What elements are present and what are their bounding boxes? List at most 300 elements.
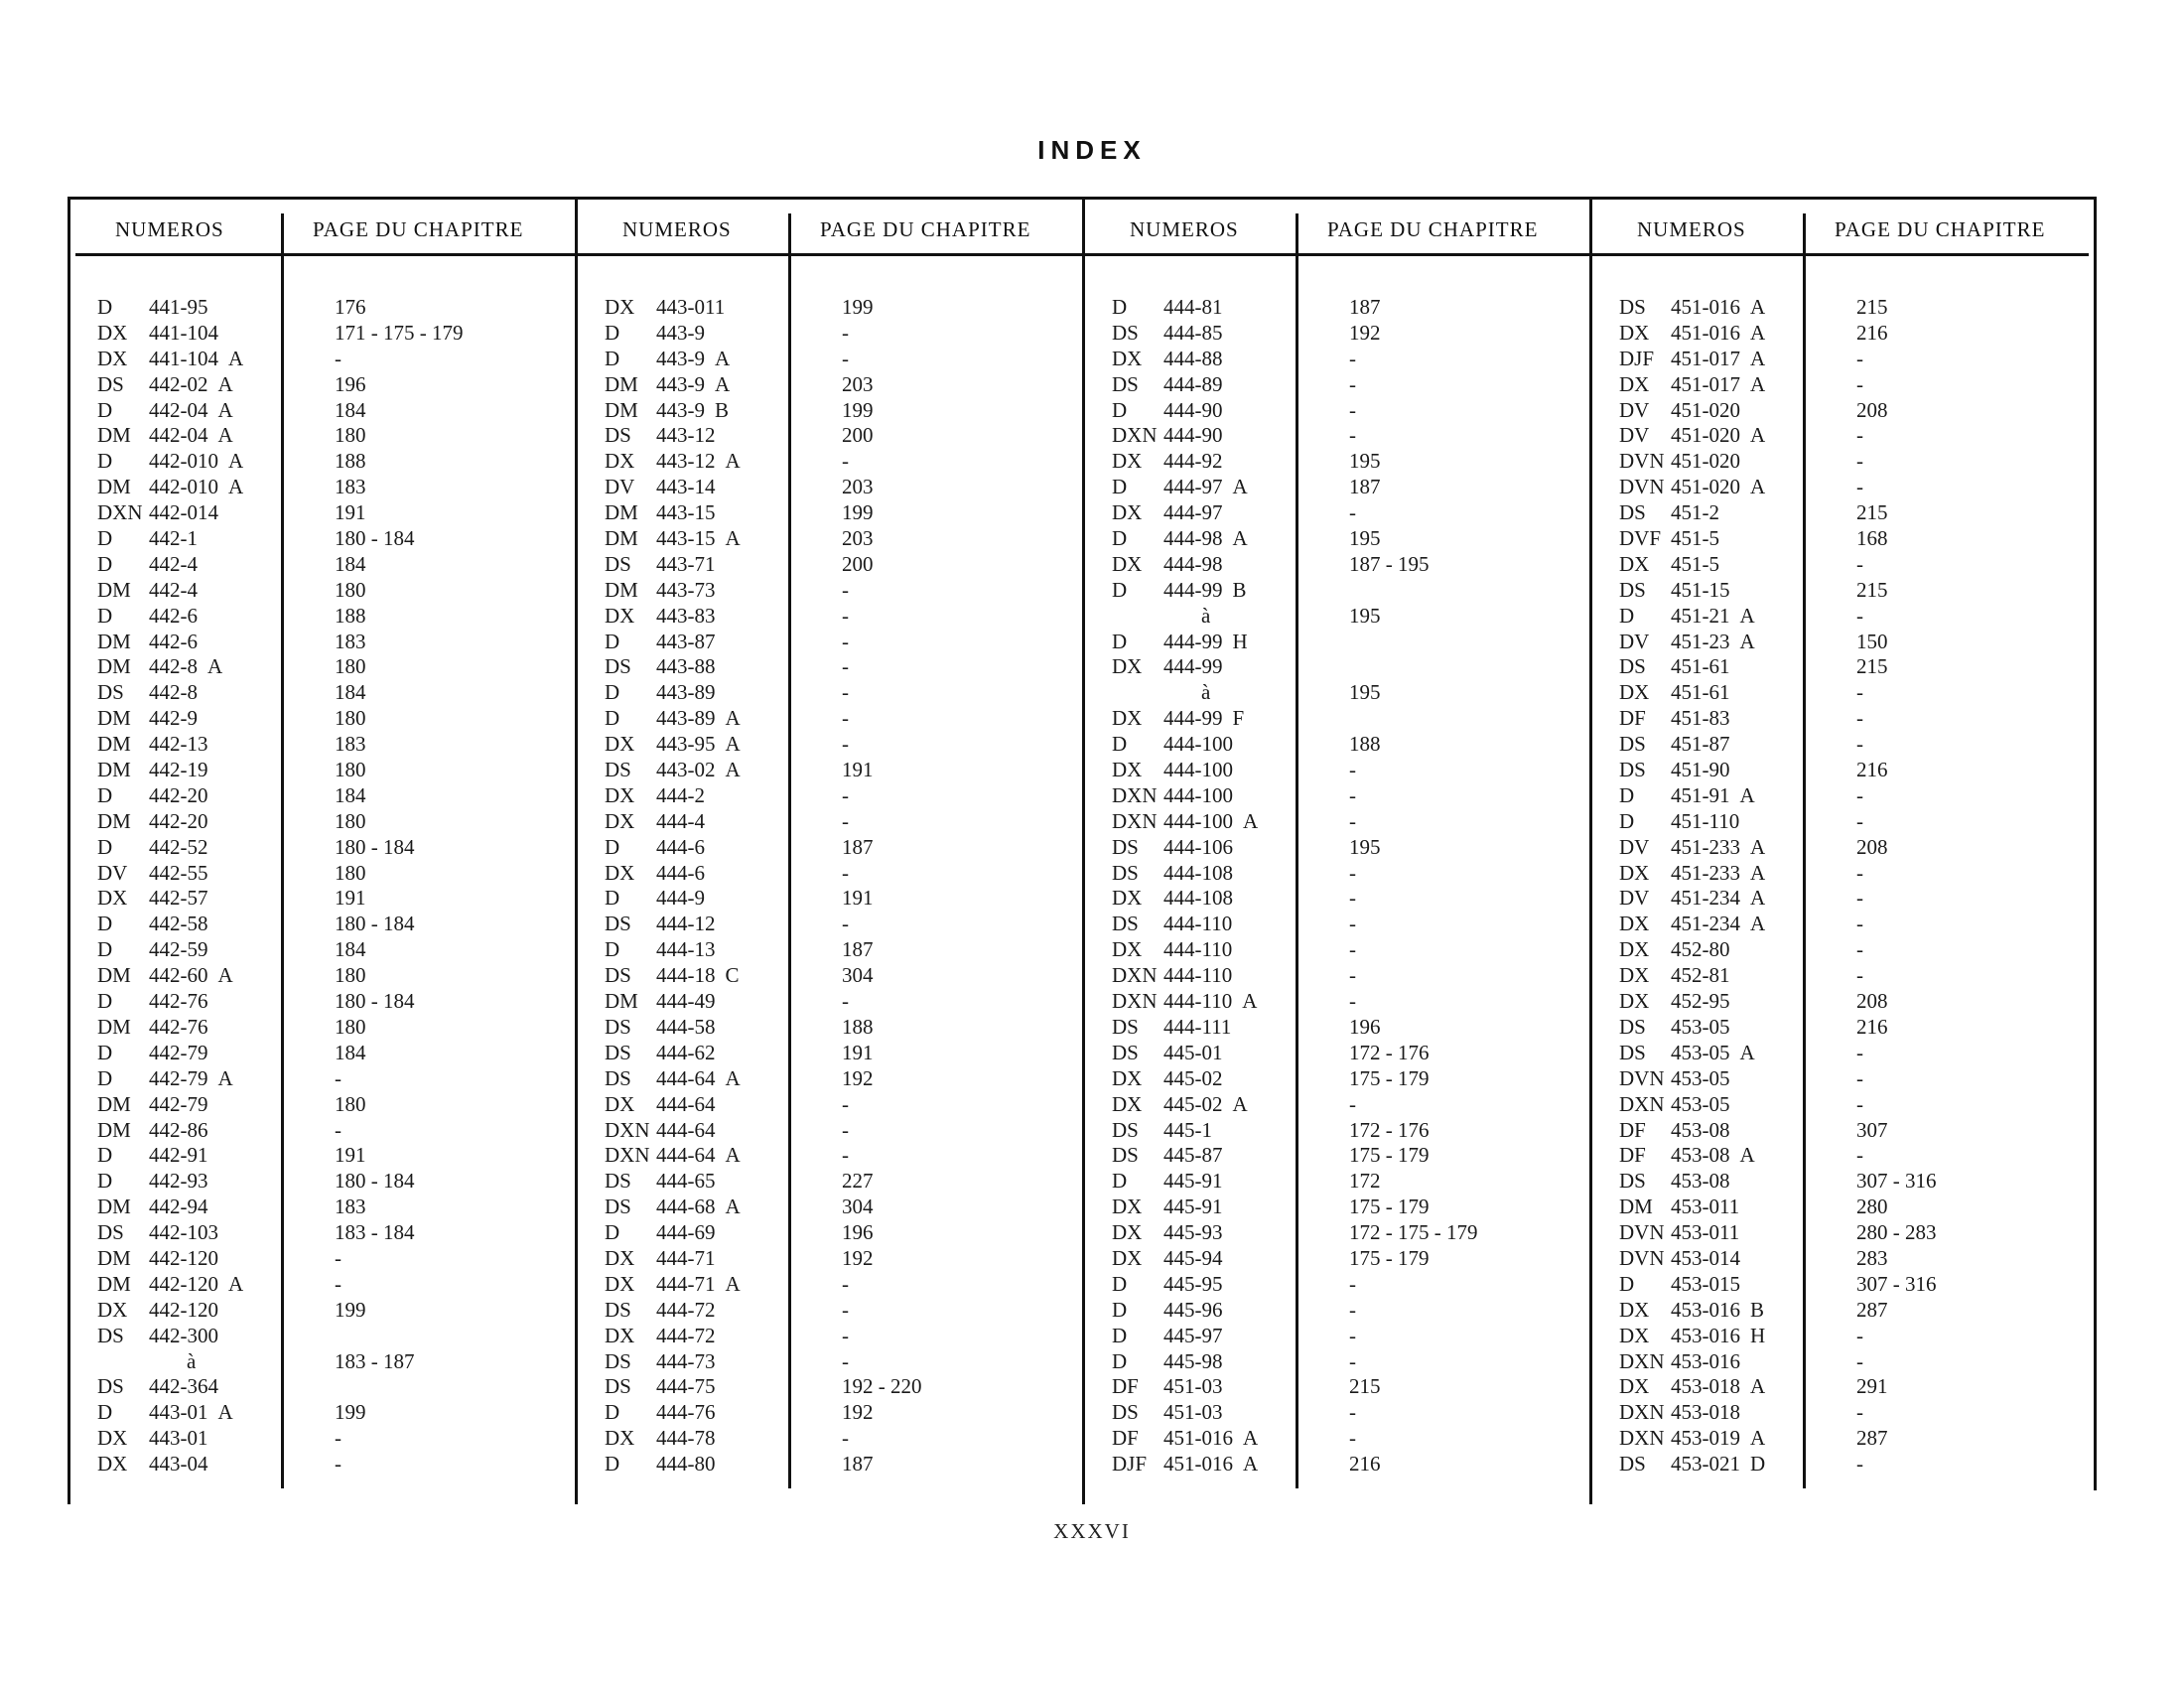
entry-number: 442-4 — [149, 551, 198, 576]
entry-page: 203 — [842, 371, 874, 396]
entry-number: 453-011 — [1671, 1220, 1740, 1245]
entry-prefix: DX — [97, 1452, 128, 1477]
index-entry — [605, 654, 741, 680]
entry-number: 442-364 — [149, 1374, 218, 1399]
entry-number: 444-49 — [656, 989, 716, 1014]
entry-prefix: DX — [1619, 912, 1650, 936]
entry-page: 187 — [1349, 475, 1381, 499]
entry-page: - — [335, 1271, 341, 1296]
entry-number: 453-05 — [1671, 1065, 1730, 1090]
entry-prefix: DX — [1112, 758, 1143, 782]
index-entry — [97, 475, 243, 500]
entry-number: 443-73 — [656, 577, 716, 602]
entry-page: 307 — [1856, 1117, 1888, 1142]
entry-number: 444-72 — [656, 1297, 716, 1322]
index-entry — [1619, 758, 1765, 783]
entry-number: 444-71 — [656, 1271, 716, 1296]
entry-page: 184 — [335, 1040, 366, 1064]
entry-prefix: DS — [605, 1040, 631, 1064]
entry-prefix: D — [97, 449, 113, 474]
entry-number: 442-8 — [149, 680, 198, 705]
index-entry — [1112, 1041, 1258, 1066]
index-entry — [1112, 321, 1258, 347]
entry-number: 444-58 — [656, 1014, 716, 1039]
entry-prefix: D — [1619, 1271, 1635, 1296]
index-entry — [1619, 680, 1765, 706]
entry-prefix: DM — [97, 1245, 131, 1270]
entry-number: 444-4 — [656, 808, 705, 833]
entry-prefix: DX — [605, 1426, 635, 1451]
index-entry — [605, 809, 741, 835]
entry-page — [1349, 578, 1478, 604]
group-border — [1082, 200, 1085, 1504]
entry-suffix: A — [1750, 295, 1766, 319]
entry-page: - — [1856, 680, 1863, 705]
entry-number: 442-4 — [149, 577, 198, 602]
entry-number: 451-016 — [1163, 1452, 1233, 1477]
entry-page: - — [1349, 937, 1356, 962]
entry-page: 304 — [842, 963, 874, 988]
index-entry — [1619, 1349, 1765, 1375]
entry-page: 195 — [1349, 449, 1381, 474]
index-entry — [1112, 552, 1258, 578]
index-entry — [605, 680, 741, 706]
entry-page: - — [842, 1271, 849, 1296]
index-entry — [1619, 1220, 1765, 1246]
entry-number: 451-03 — [1163, 1400, 1223, 1425]
index-entry — [605, 398, 741, 424]
index-entry — [605, 937, 741, 963]
index-entry — [97, 783, 243, 809]
entry-number: 444-62 — [656, 1040, 716, 1064]
index-entry — [1112, 398, 1258, 424]
entry-page: - — [1856, 423, 1863, 448]
entry-number: 443-9 — [656, 320, 705, 345]
index-entry — [97, 449, 243, 475]
entry-number: 442-60 — [149, 963, 208, 988]
index-entry — [1619, 886, 1765, 912]
entry-prefix: DX — [1619, 1374, 1650, 1399]
entry-page: - — [1856, 1040, 1863, 1064]
entry-number: 444-80 — [656, 1452, 716, 1477]
entry-prefix: DXN — [1619, 1400, 1665, 1425]
index-entry — [605, 1066, 741, 1092]
entry-page: 196 — [335, 371, 366, 396]
entry-page: 180 - 184 — [335, 526, 415, 551]
entry-prefix: DS — [605, 551, 631, 576]
entry-page: 203 — [842, 526, 874, 551]
entry-number: 453-018 — [1671, 1374, 1740, 1399]
entry-page: 187 — [842, 937, 874, 962]
entry-page: 215 — [1349, 1374, 1381, 1399]
index-entry — [1619, 1272, 1765, 1298]
page-column — [1856, 295, 1937, 1477]
entry-page: 215 — [1856, 295, 1888, 319]
index-entry — [1112, 809, 1258, 835]
index-entry — [1112, 526, 1258, 552]
entry-number: 444-100 — [1163, 732, 1233, 757]
entry-suffix: A — [1750, 475, 1766, 499]
entry-page: 168 — [1856, 526, 1888, 551]
index-entry — [97, 1298, 243, 1324]
entry-prefix: DS — [97, 680, 124, 705]
entry-prefix: DS — [605, 1195, 631, 1219]
index-entry — [97, 604, 243, 630]
entry-number: 442-79 — [149, 1065, 208, 1090]
entry-prefix: D — [605, 320, 620, 345]
entry-number: 444-92 — [1163, 449, 1223, 474]
index-entry — [605, 1118, 741, 1144]
entry-page: 180 — [335, 808, 366, 833]
entry-prefix: DXN — [1112, 963, 1158, 988]
index-entry — [1112, 1400, 1258, 1426]
entry-suffix: B — [1750, 1297, 1765, 1322]
entry-page: 203 — [842, 475, 874, 499]
entry-page: 175 - 179 — [1349, 1143, 1430, 1168]
entry-number: 443-15 — [656, 500, 716, 525]
entry-number: 451-21 — [1671, 603, 1730, 628]
entry-number: 451-234 — [1671, 886, 1740, 911]
entry-suffix: A — [725, 732, 741, 757]
entry-page: - — [335, 346, 341, 370]
entry-page — [1349, 706, 1478, 732]
entry-prefix: DXN — [97, 500, 143, 525]
index-entry — [1619, 1400, 1765, 1426]
entry-page: 307 - 316 — [1856, 1169, 1937, 1194]
entry-page: 195 — [1349, 834, 1381, 859]
index-entry — [605, 1426, 741, 1452]
entry-prefix: DX — [605, 860, 635, 885]
entry-prefix: DS — [1112, 1014, 1139, 1039]
entry-page — [335, 1374, 464, 1400]
entry-prefix: D — [97, 1065, 113, 1090]
entry-number: 442-59 — [149, 937, 208, 962]
entry-prefix: DS — [1112, 1117, 1139, 1142]
entry-number: 444-13 — [656, 937, 716, 962]
index-entry — [1112, 680, 1258, 706]
index-entry — [605, 861, 741, 887]
entry-prefix: DM — [97, 577, 131, 602]
entry-prefix: DX — [605, 782, 635, 807]
index-entry — [605, 1015, 741, 1041]
index-entry — [1112, 732, 1258, 758]
index-entry — [1619, 552, 1765, 578]
index-entry — [605, 321, 741, 347]
entry-prefix: DX — [1112, 346, 1143, 370]
index-entry — [1112, 654, 1258, 680]
entry-number: 442-120 — [149, 1245, 218, 1270]
entry-suffix: A — [1243, 1452, 1259, 1477]
entry-suffix: A — [217, 423, 233, 448]
entry-prefix: DVN — [1619, 449, 1665, 474]
entry-prefix: D — [1112, 526, 1128, 551]
entry-prefix: DX — [97, 320, 128, 345]
entry-number: 451-020 — [1671, 449, 1740, 474]
header-numeros: NUMEROS — [1130, 217, 1239, 241]
entry-number: 451-91 — [1671, 782, 1730, 807]
entry-number: 444-75 — [656, 1374, 716, 1399]
entry-number: 442-55 — [149, 860, 208, 885]
entry-page: 287 — [1856, 1426, 1888, 1451]
index-entry — [1619, 1298, 1765, 1324]
entry-page: 199 — [842, 500, 874, 525]
entry-number: 443-12 — [656, 423, 716, 448]
header-page-du-chapitre: PAGE DU CHAPITRE — [313, 217, 524, 241]
entry-prefix: DS — [97, 371, 124, 396]
entry-page: - — [1856, 1348, 1863, 1373]
entry-prefix: D — [1112, 732, 1128, 757]
entry-prefix: DVN — [1619, 1245, 1665, 1270]
entry-page: - — [335, 1452, 341, 1477]
entry-prefix: DX — [605, 1091, 635, 1116]
entry-number: 444-72 — [656, 1323, 716, 1347]
entry-prefix: DS — [1112, 1400, 1139, 1425]
index-entry — [605, 552, 741, 578]
entry-prefix: D — [1619, 808, 1635, 833]
entry-prefix: DX — [97, 1297, 128, 1322]
header-numeros: NUMEROS — [115, 217, 224, 241]
index-entry — [605, 1324, 741, 1349]
index-entry — [605, 1400, 741, 1426]
entry-page: - — [1349, 1400, 1356, 1425]
entry-prefix: DV — [1619, 629, 1650, 653]
entry-number: 444-89 — [1163, 371, 1223, 396]
entry-prefix: DJF — [1619, 346, 1655, 370]
entry-number: 451-61 — [1671, 654, 1730, 679]
entry-page: 175 - 179 — [1349, 1245, 1430, 1270]
entry-number: 453-021 — [1671, 1452, 1740, 1477]
entry-number: 451-83 — [1671, 706, 1730, 731]
entry-prefix: DXN — [1619, 1426, 1665, 1451]
entry-page: - — [1856, 937, 1863, 962]
entry-suffix: A — [228, 475, 244, 499]
entry-prefix: DX — [605, 449, 635, 474]
entry-prefix: D — [605, 680, 620, 705]
entry-page: 291 — [1856, 1374, 1888, 1399]
entry-number: 451-15 — [1671, 577, 1730, 602]
entry-prefix: D — [97, 397, 113, 422]
entry-page: - — [1349, 1426, 1356, 1451]
index-entry — [97, 578, 243, 604]
entry-page: - — [1349, 782, 1356, 807]
index-entry — [1619, 1041, 1765, 1066]
entry-number: 453-05 — [1671, 1014, 1730, 1039]
entry-page: - — [842, 449, 849, 474]
entry-prefix: DX — [605, 1271, 635, 1296]
entry-suffix: A — [1243, 808, 1259, 833]
entry-prefix: DV — [1619, 397, 1650, 422]
entry-number: 445-97 — [1163, 1323, 1223, 1347]
entry-prefix: D — [605, 937, 620, 962]
index-entry — [1619, 449, 1765, 475]
header-page-du-chapitre: PAGE DU CHAPITRE — [1835, 217, 2046, 241]
entry-page: 208 — [1856, 989, 1888, 1014]
entry-prefix: D — [605, 629, 620, 653]
entry-number: 444-12 — [656, 912, 716, 936]
entry-page: 196 — [842, 1220, 874, 1245]
index-entry — [97, 552, 243, 578]
entry-page: - — [842, 577, 849, 602]
entry-page: - — [1349, 1091, 1356, 1116]
entry-number: 444-108 — [1163, 860, 1233, 885]
entry-prefix: DX — [97, 346, 128, 370]
entry-number: 451-2 — [1671, 500, 1719, 525]
entry-page: 172 - 175 - 179 — [1349, 1220, 1478, 1245]
index-entry — [1619, 654, 1765, 680]
entry-page: 215 — [1856, 500, 1888, 525]
entry-page: - — [1349, 963, 1356, 988]
entry-prefix: D — [1619, 782, 1635, 807]
index-entry — [1112, 630, 1258, 655]
entry-page: - — [1856, 782, 1863, 807]
index-entry — [97, 398, 243, 424]
entry-prefix: D — [605, 706, 620, 731]
entry-prefix: D — [1112, 1323, 1128, 1347]
index-entry — [1619, 526, 1765, 552]
entry-number: 443-011 — [656, 295, 726, 319]
entry-page: - — [1349, 397, 1356, 422]
entry-page: 199 — [335, 1297, 366, 1322]
entry-page: 200 — [842, 551, 874, 576]
page-column — [842, 295, 922, 1477]
entry-prefix: DX — [1112, 706, 1143, 731]
entry-page: - — [1349, 860, 1356, 885]
entry-prefix: DS — [1619, 758, 1646, 782]
index-entry — [1112, 578, 1258, 604]
index-entry — [1619, 809, 1765, 835]
entry-page: - — [842, 1091, 849, 1116]
entry-number: 444-85 — [1163, 320, 1223, 345]
entry-prefix: D — [97, 526, 113, 551]
entry-page: 180 — [335, 706, 366, 731]
entry-page: 188 — [842, 1014, 874, 1039]
entry-number: 451-110 — [1671, 808, 1740, 833]
entry-number: 442-76 — [149, 989, 208, 1014]
entry-page: 180 — [335, 654, 366, 679]
entry-suffix: A — [725, 1195, 741, 1219]
index-entry — [1619, 1143, 1765, 1169]
index-entry — [97, 861, 243, 887]
entry-prefix: DS — [1619, 654, 1646, 679]
entry-prefix: D — [1112, 295, 1128, 319]
entry-number: 444-64 — [656, 1065, 716, 1090]
entry-number: 442-6 — [149, 603, 198, 628]
index-entry — [97, 680, 243, 706]
entry-suffix: A — [228, 1271, 244, 1296]
entry-suffix: A — [1750, 320, 1766, 345]
entry-page: 307 - 316 — [1856, 1271, 1937, 1296]
entry-page: 216 — [1856, 1014, 1888, 1039]
entry-prefix: DX — [1112, 449, 1143, 474]
entry-page: - — [1856, 346, 1863, 370]
entry-prefix: DX — [605, 808, 635, 833]
entry-page: - — [1856, 706, 1863, 731]
entry-number: 442-94 — [149, 1195, 208, 1219]
entry-page: - — [335, 1245, 341, 1270]
entry-page: 215 — [1856, 577, 1888, 602]
entry-suffix: A — [725, 1065, 741, 1090]
column-divider — [788, 213, 791, 1488]
entry-page: - — [842, 912, 849, 936]
entry-page: 283 — [1856, 1245, 1888, 1270]
entry-page: - — [1856, 551, 1863, 576]
entry-prefix: DX — [1619, 551, 1650, 576]
entry-prefix: DS — [1619, 1014, 1646, 1039]
index-entry — [1112, 423, 1258, 449]
header-numeros: NUMEROS — [622, 217, 732, 241]
group-border — [575, 200, 578, 1504]
index-entry — [1619, 989, 1765, 1015]
entry-number: 444-99 — [1163, 706, 1223, 731]
index-entry — [605, 835, 741, 861]
entry-number: 442-6 — [149, 629, 198, 653]
entry-prefix: D — [1112, 577, 1128, 602]
entry-number: 444-97 — [1163, 500, 1223, 525]
index-entry — [1619, 1324, 1765, 1349]
entry-number: 451-016 — [1163, 1426, 1233, 1451]
entry-suffix: F — [1232, 706, 1245, 731]
entry-prefix: D — [605, 346, 620, 370]
entry-suffix: A — [1739, 1143, 1755, 1168]
index-entry — [97, 1195, 243, 1220]
entry-page: - — [335, 1426, 341, 1451]
entry-suffix: A — [1232, 475, 1248, 499]
entry-prefix: DS — [1112, 860, 1139, 885]
index-entry — [1619, 475, 1765, 500]
entry-number: 442-86 — [149, 1117, 208, 1142]
entry-number: 442-120 — [149, 1297, 218, 1322]
entry-prefix: DS — [605, 963, 631, 988]
entry-number: 442-13 — [149, 732, 208, 757]
entry-prefix: D — [1112, 1169, 1128, 1194]
entry-prefix: DM — [605, 500, 638, 525]
entry-number: 453-019 — [1671, 1426, 1740, 1451]
table-right-border — [2094, 200, 2097, 1490]
entry-page: - — [1856, 886, 1863, 911]
entry-suffix: A — [1750, 886, 1766, 911]
entry-page: - — [842, 603, 849, 628]
index-entry — [1112, 758, 1258, 783]
entry-page: - — [1856, 603, 1863, 628]
index-entry — [97, 630, 243, 655]
entry-prefix: DX — [1619, 937, 1650, 962]
entry-number: 453-016 — [1671, 1297, 1740, 1322]
entry-page: - — [842, 680, 849, 705]
page-column — [335, 295, 464, 1477]
entry-page: 183 — [335, 732, 366, 757]
index-entry — [605, 1452, 741, 1477]
index-entry — [1112, 989, 1258, 1015]
entry-prefix: DJF — [1112, 1452, 1148, 1477]
entry-page: 187 — [842, 1452, 874, 1477]
column-divider — [1296, 213, 1298, 1488]
entry-number: 445-96 — [1163, 1297, 1223, 1322]
entry-number: 444-71 — [656, 1245, 716, 1270]
entry-prefix: DV — [1619, 886, 1650, 911]
index-entry — [1112, 1452, 1258, 1477]
entry-page: - — [1349, 500, 1356, 525]
entry-prefix: DS — [605, 758, 631, 782]
entry-page: 180 - 184 — [335, 989, 415, 1014]
entry-number: 442-79 — [149, 1040, 208, 1064]
entry-prefix: DX — [1112, 1220, 1143, 1245]
entry-page: 192 — [842, 1400, 874, 1425]
entry-number: 445-94 — [1163, 1245, 1223, 1270]
index-entry — [605, 783, 741, 809]
index-entry — [1112, 449, 1258, 475]
index-entry — [97, 809, 243, 835]
entry-number: 443-87 — [656, 629, 716, 653]
